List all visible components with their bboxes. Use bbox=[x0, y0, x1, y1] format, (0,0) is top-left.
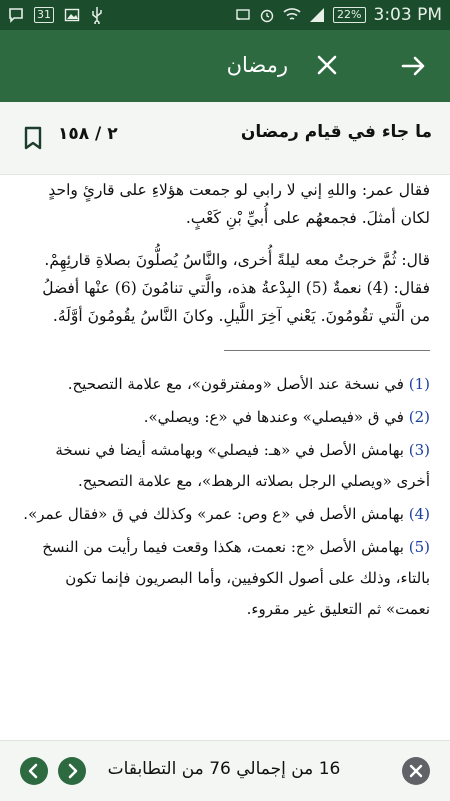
book-content bbox=[20, 176, 430, 732]
footnote-text: في ق «فيصلي» وعندها في «ع: ويصلي». bbox=[143, 408, 404, 426]
page-indicator[interactable]: ٢ / ١٥٨ bbox=[58, 124, 118, 144]
footnote-divider bbox=[224, 350, 430, 351]
footnote bbox=[20, 435, 430, 497]
chat-notification-icon bbox=[8, 7, 24, 23]
app-bar bbox=[0, 30, 450, 102]
chapter-header bbox=[0, 102, 450, 175]
content-paragraph: فقال عمر: واللهِ إني لا رابي لو جمعت هؤلاءِ على قارئٍ واحدٍ لكان أمثلَ. فجمعهُم على أُبيِّ بْنِ كَعْبٍ. bbox=[48, 181, 430, 227]
image-notification-icon bbox=[64, 7, 80, 23]
footnote-number: (5) bbox=[408, 538, 430, 556]
status-left-icons bbox=[8, 5, 104, 25]
calendar-icon: 31 bbox=[34, 7, 54, 23]
chevron-right-icon bbox=[58, 757, 86, 785]
chapter-title: ما جاء في قيام رمضان bbox=[240, 122, 432, 142]
footnote bbox=[20, 402, 430, 433]
usb-icon bbox=[90, 6, 104, 24]
footnote bbox=[20, 499, 430, 530]
battery-level: 22% bbox=[333, 7, 365, 23]
arrow-forward-icon[interactable] bbox=[398, 50, 430, 82]
footnote bbox=[20, 532, 430, 625]
close-icon bbox=[402, 757, 430, 785]
footnote-text: بهامش الأصل في «هـ: فيصلي» وبهامشه أيضا في نسخة أخرى «ويصلي الرجل بصلاته الرهط»، مع علامة التصحيح. bbox=[55, 441, 430, 490]
footnote-number: (3) bbox=[408, 441, 430, 459]
search-results-bar bbox=[0, 740, 450, 801]
wifi-icon bbox=[283, 7, 301, 23]
next-match-button[interactable] bbox=[58, 757, 86, 785]
signal-icon bbox=[309, 7, 325, 23]
cast-icon bbox=[235, 7, 251, 23]
footnote-text: بهامش الأصل في «ع وص: عمر» وكذلك في ق «فقال عمر». bbox=[23, 505, 404, 523]
search-query-title: رمضان bbox=[226, 53, 288, 77]
content-paragraph: قال: ثُمَّ خرجتُ معه ليلةً أُخرى، والنَّاسُ يُصلُّونَ بصلاةِ قارئِهِمْ. فقال: (4) نعمةٌ (5) البِدْعةُ هذه، والَّتي تنامُونَ (6) عنْها أفضلُ من الَّتي تقُومُونَ. يَعْني آخِرَ اللَّيلِ. وكانَ النَّاسُ يقُومُونَ أوَّلَهُ. bbox=[42, 251, 430, 325]
footnote bbox=[20, 369, 430, 400]
previous-match-button[interactable] bbox=[20, 757, 48, 785]
chevron-left-icon bbox=[20, 757, 48, 785]
footnote-text: بهامش الأصل «ج: نعمت، هكذا وقعت فيما رأيت من النسخ بالتاء، وذلك على أصول الكوفيين، وأما البصريون فإنما تكون نعمت» ثم التعليق غير مقروء. bbox=[42, 538, 430, 618]
footnote-number: (2) bbox=[408, 408, 430, 426]
clear-search-button[interactable] bbox=[402, 757, 430, 785]
close-icon[interactable] bbox=[312, 50, 342, 80]
status-right-icons bbox=[235, 5, 442, 25]
footnote-number: (1) bbox=[408, 375, 430, 393]
alarm-icon bbox=[259, 7, 275, 23]
footnote-text: في نسخة عند الأصل «ومفترقون»، مع علامة التصحيح. bbox=[67, 375, 404, 393]
status-bar bbox=[0, 0, 450, 30]
bookmark-icon[interactable] bbox=[24, 126, 42, 150]
match-count: 16 من إجمالي 76 من التطابقات bbox=[107, 759, 341, 779]
footnote-number: (4) bbox=[408, 505, 430, 523]
status-time: 3:03 PM bbox=[373, 5, 442, 25]
